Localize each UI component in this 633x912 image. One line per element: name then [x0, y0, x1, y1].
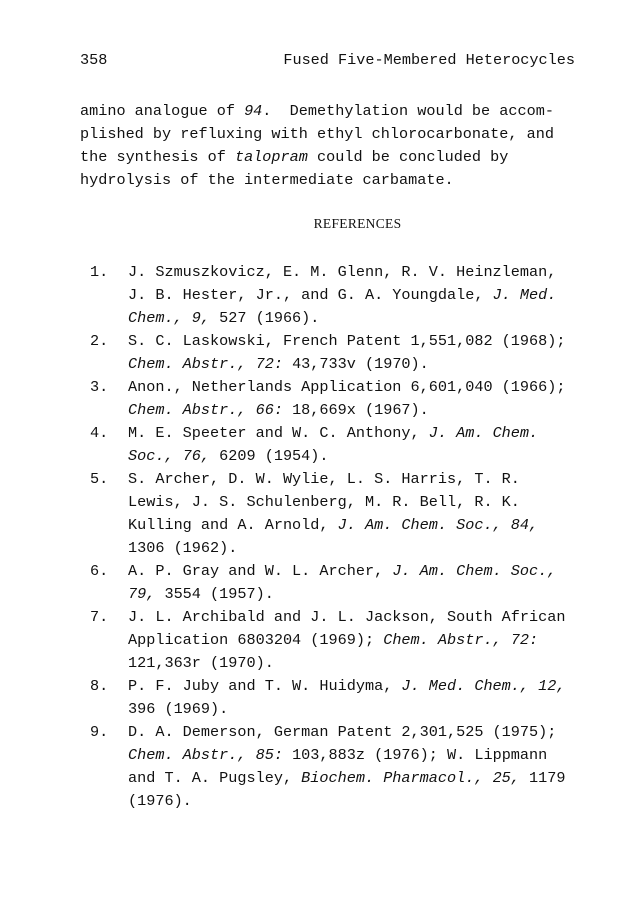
reference-item	[80, 330, 600, 376]
text-line	[80, 491, 600, 514]
references-list	[80, 261, 600, 813]
reference-number: 2.	[90, 332, 109, 350]
text-segment: 396 (1969).	[128, 700, 229, 718]
italic-text: J. Am. Chem. Soc.,	[392, 562, 557, 580]
reference-number: 8.	[90, 677, 109, 695]
reference-item	[80, 675, 600, 721]
text-segment: M. E. Speeter and W. C. Anthony,	[128, 424, 429, 442]
text-line	[80, 307, 600, 330]
text-line	[80, 721, 600, 744]
text-segment: J. Szmuszkovicz, E. M. Glenn, R. V. Heinzleman,	[128, 263, 557, 281]
text-segment: Lewis, J. S. Schulenberg, M. R. Bell, R. K.	[128, 493, 520, 511]
italic-text: Chem. Abstr., 85:	[128, 746, 283, 764]
text-segment: 103,883z (1976); W. Lippmann	[282, 746, 548, 764]
text-line	[80, 537, 600, 560]
reference-item	[80, 376, 600, 422]
italic-text: Chem. Abstr., 72:	[128, 355, 283, 373]
text-segment: . Demethylation would be accom-	[262, 102, 554, 120]
italic-text: 79,	[128, 585, 156, 603]
text-segment: Kulling and A. Arnold,	[128, 516, 338, 534]
text-line	[80, 606, 600, 629]
reference-item	[80, 721, 600, 813]
reference-number: 6.	[90, 562, 109, 580]
text-line	[80, 744, 600, 767]
reference-number: 3.	[90, 378, 109, 396]
text-segment: 1179	[519, 769, 566, 787]
text-segment: D. A. Demerson, German Patent 2,301,525 (1975);	[128, 723, 557, 741]
text-line	[80, 652, 600, 675]
text-line	[80, 468, 600, 491]
text-line	[80, 445, 600, 468]
italic-text: Chem. Abstr., 72:	[383, 631, 539, 649]
text-segment: Anon., Netherlands Application 6,601,040 (1966);	[128, 378, 566, 396]
text-segment: amino analogue of	[80, 102, 245, 120]
italic-text: Soc., 76,	[128, 447, 211, 465]
text-segment: 43,733v (1970).	[282, 355, 429, 373]
reference-number: 9.	[90, 723, 109, 741]
text-line	[80, 261, 600, 284]
text-segment: plished by refluxing with ethyl chlorocarbonate, and	[80, 125, 554, 143]
references-heading: REFERENCES	[313, 216, 402, 231]
text-line	[80, 422, 600, 445]
text-segment: could be concluded by	[307, 148, 509, 166]
italic-text: Chem. Abstr., 66:	[128, 401, 283, 419]
text-segment: and T. A. Pugsley,	[128, 769, 302, 787]
text-segment: 527 (1966).	[210, 309, 320, 327]
text-segment: J. B. Hester, Jr., and G. A. Youngdale,	[128, 286, 493, 304]
reference-item	[80, 261, 600, 330]
text-line	[80, 698, 600, 721]
text-segment: P. F. Juby and T. W. Huidyma,	[128, 677, 402, 695]
text-line	[80, 583, 600, 606]
text-line	[80, 284, 600, 307]
italic-text: J. Med.	[492, 286, 557, 304]
text-segment: J. L. Archibald and J. L. Jackson, South African	[128, 608, 566, 626]
text-segment: 6209 (1954).	[210, 447, 329, 465]
text-segment: S. Archer, D. W. Wylie, L. S. Harris, T. R.	[128, 470, 520, 488]
text-line	[80, 330, 600, 353]
text-line	[80, 146, 580, 169]
running-head: Fused Five-Membered Heterocycles	[283, 51, 575, 69]
body-paragraph	[80, 100, 580, 192]
reference-item	[80, 468, 600, 560]
text-segment: 18,669x (1967).	[282, 401, 429, 419]
italic-text: Biochem. Pharmacol., 25,	[301, 769, 520, 787]
text-segment: (1976).	[128, 792, 192, 810]
text-line	[80, 376, 600, 399]
text-line	[80, 560, 600, 583]
text-segment: A. P. Gray and W. L. Archer,	[128, 562, 393, 580]
text-line	[80, 399, 600, 422]
text-line	[80, 169, 580, 192]
text-segment: Application 6803204 (1969);	[128, 631, 384, 649]
reference-number: 1.	[90, 263, 109, 281]
page-number: 358	[80, 51, 108, 69]
text-line	[80, 790, 600, 813]
reference-item	[80, 560, 600, 606]
text-line	[80, 100, 580, 123]
text-segment: 1306 (1962).	[128, 539, 238, 557]
text-segment: 121,363r (1970).	[128, 654, 274, 672]
text-line	[80, 767, 600, 790]
reference-item	[80, 606, 600, 675]
text-line	[80, 675, 600, 698]
text-segment: the synthesis of	[80, 148, 235, 166]
italic-text: talopram	[234, 148, 308, 166]
italic-text: J. Am. Chem.	[428, 424, 539, 442]
text-segment: 3554 (1957).	[155, 585, 274, 603]
italic-text: Chem., 9,	[128, 309, 211, 327]
text-line	[80, 123, 580, 146]
text-line	[80, 514, 600, 537]
italic-text: J. Am. Chem. Soc., 84,	[337, 516, 539, 534]
italic-text: 94	[244, 102, 263, 120]
reference-number: 7.	[90, 608, 109, 626]
text-line	[80, 353, 600, 376]
page-header	[80, 49, 575, 72]
reference-number: 5.	[90, 470, 109, 488]
text-line	[80, 629, 600, 652]
italic-text: J. Med. Chem., 12,	[401, 677, 566, 695]
reference-item	[80, 422, 600, 468]
reference-number: 4.	[90, 424, 109, 442]
text-segment: hydrolysis of the intermediate carbamate.	[80, 171, 454, 189]
text-segment: S. C. Laskowski, French Patent 1,551,082 (1968);	[128, 332, 566, 350]
